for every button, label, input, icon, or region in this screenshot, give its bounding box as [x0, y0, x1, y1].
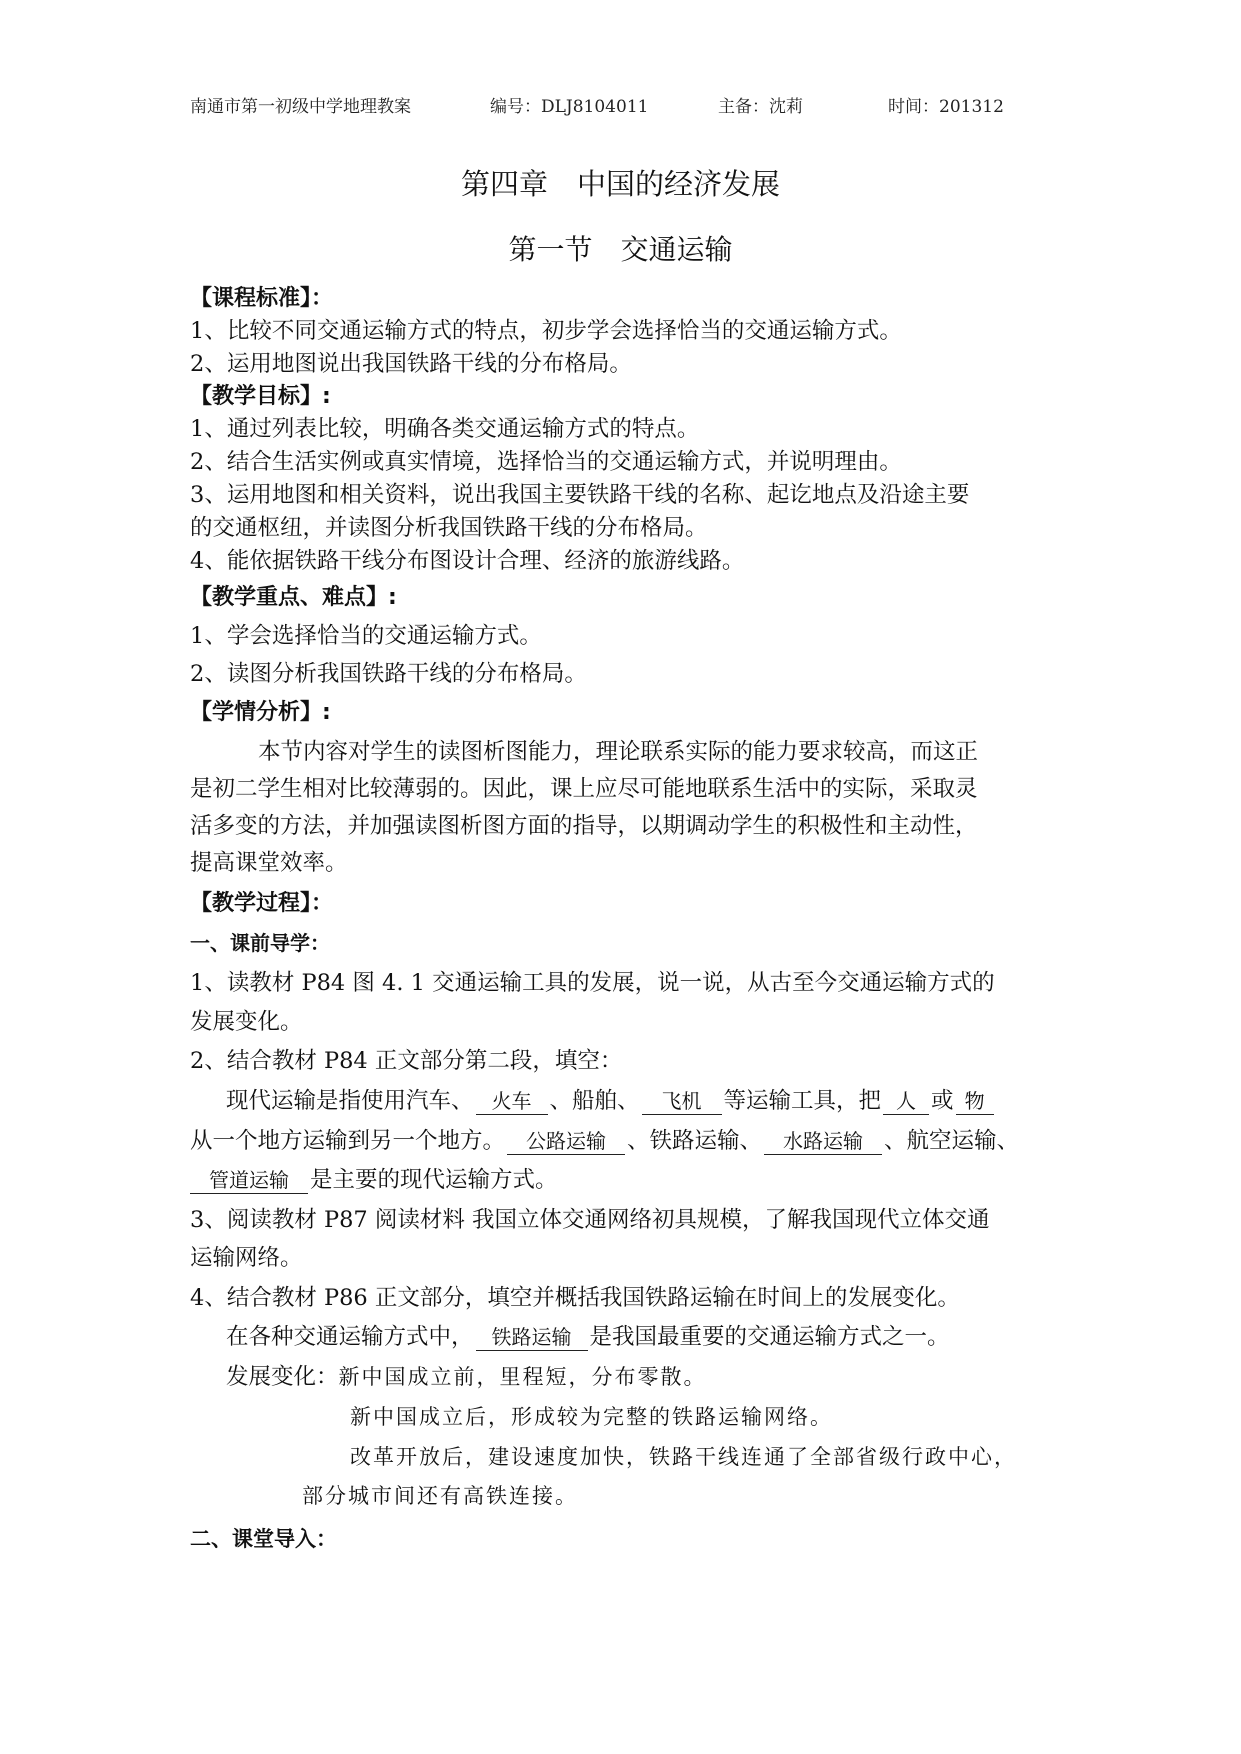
fill-text: 从一个地方运输到另一个地方。	[190, 1128, 506, 1154]
question-2: 2、结合教材 P84 正文部分第二段，填空：	[190, 1048, 623, 1074]
header-author: 主备：沈莉	[718, 97, 803, 117]
goals-heading: 【教学目标】:	[190, 384, 331, 409]
standards-item: 2、运用地图说出我国铁路干线的分布格局。	[190, 351, 632, 377]
development-text: 改革开放后，建设速度加快，铁路干线连通了全部省级行政中心，	[350, 1445, 1017, 1469]
analysis-paragraph-line: 是初二学生相对比较薄弱的。因此，课上应尽可能地联系生活中的实际，采取灵	[190, 776, 978, 802]
question-4: 4、结合教材 P86 正文部分，填空并概括我国铁路运输在时间上的发展变化。	[190, 1285, 960, 1311]
question-3: 运输网络。	[190, 1245, 303, 1271]
header-code: 编号：DLJ8104011	[490, 97, 649, 117]
fill-line-3	[190, 1165, 558, 1195]
question-1: 1、读教材 P84 图 4. 1 交通运输工具的发展，说一说，从古至今交通运输方式的	[190, 970, 995, 996]
answer-blank: 人	[883, 1088, 929, 1115]
part2-heading: 二、课堂导入：	[190, 1527, 337, 1551]
process-heading: 【教学过程】：	[190, 891, 334, 916]
answer-blank: 铁路运输	[476, 1324, 588, 1351]
section-title: 第一节 交通运输	[508, 233, 733, 266]
development-label: 发展变化：	[226, 1364, 339, 1390]
answer-blank: 飞机	[642, 1088, 722, 1115]
fill-text: 、船舶、	[549, 1088, 640, 1114]
goals-item: 3、运用地图和相关资料，说出我国主要铁路干线的名称、起讫地点及沿途主要	[190, 482, 970, 508]
keypoints-item: 1、学会选择恰当的交通运输方式。	[190, 623, 542, 649]
header-school: 南通市第一初级中学地理教案	[190, 97, 411, 117]
development-text: 新中国成立前，里程短，分布零散。	[338, 1365, 707, 1389]
part1-heading: 一、课前导学：	[190, 931, 330, 955]
fill-line-2	[190, 1126, 1019, 1156]
fill-text: 或	[931, 1088, 954, 1114]
answer-blank: 水路运输	[764, 1128, 882, 1155]
standards-item: 1、比较不同交通运输方式的特点，初步学会选择恰当的交通运输方式。	[190, 318, 902, 344]
fill-text: 、铁路运输、	[627, 1128, 763, 1154]
analysis-heading: 【学情分析】:	[190, 700, 331, 725]
answer-blank: 管道运输	[190, 1167, 308, 1194]
goals-item: 1、通过列表比较，明确各类交通运输方式的特点。	[190, 416, 700, 442]
fill-line-4	[226, 1322, 950, 1352]
goals-item: 4、能依据铁路干线分布图设计合理、经济的旅游线路。	[190, 548, 745, 574]
keypoints-heading: 【教学重点、难点】:	[190, 585, 397, 610]
goals-item: 的交通枢纽，并读图分析我国铁路干线的分布格局。	[190, 515, 708, 541]
fill-text: 、航空运输、	[884, 1128, 1020, 1154]
development-text: 部分城市间还有高铁连接。	[302, 1484, 578, 1508]
question-1: 发展变化。	[190, 1009, 303, 1035]
fill-text: 现代运输是指使用汽车、	[226, 1088, 474, 1114]
fill-text: 在各种交通运输方式中，	[226, 1324, 474, 1350]
fill-text: 是主要的现代运输方式。	[310, 1167, 558, 1193]
goals-item: 2、结合生活实例或真实情境，选择恰当的交通运输方式，并说明理由。	[190, 449, 902, 475]
header-date: 时间：201312	[888, 97, 1004, 117]
keypoints-item: 2、读图分析我国铁路干线的分布格局。	[190, 661, 587, 687]
development-text: 新中国成立后，形成较为完整的铁路运输网络。	[350, 1405, 833, 1429]
analysis-paragraph-line: 提高课堂效率。	[190, 850, 348, 876]
answer-blank: 物	[956, 1088, 994, 1115]
question-3: 3、阅读教材 P87 阅读材料 我国立体交通网络初具规模，了解我国现代立体交通	[190, 1207, 990, 1233]
development-line	[226, 1362, 707, 1392]
answer-blank: 公路运输	[507, 1128, 625, 1155]
fill-line-1	[226, 1086, 996, 1116]
analysis-paragraph-line: 活多变的方法，并加强读图析图方面的指导，以期调动学生的积极性和主动性，	[190, 813, 978, 839]
answer-blank: 火车	[476, 1088, 548, 1115]
analysis-paragraph-line: 本节内容对学生的读图析图能力，理论联系实际的能力要求较高，而这正	[258, 739, 979, 765]
standards-heading: 【课程标准】：	[190, 286, 334, 311]
fill-text: 是我国最重要的交通运输方式之一。	[589, 1324, 950, 1350]
fill-text: 等运输工具，把	[723, 1088, 882, 1114]
chapter-title: 第四章 中国的经济发展	[460, 167, 780, 201]
